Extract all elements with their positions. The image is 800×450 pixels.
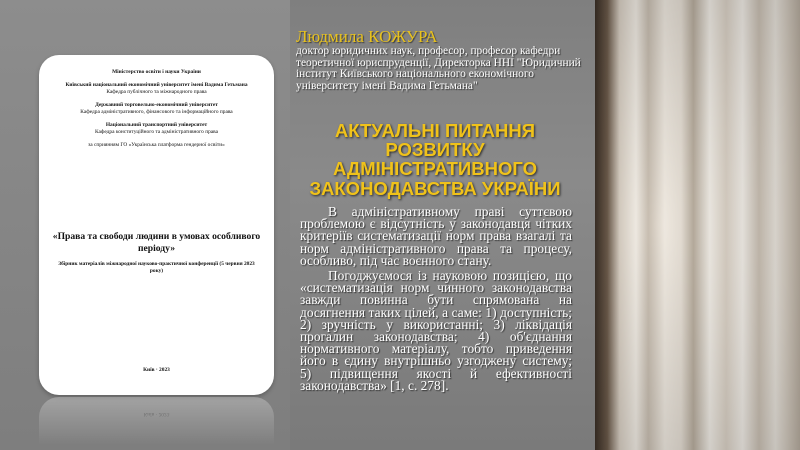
cover-university-2: Державний торговельно-економічний університет [95,102,218,108]
author-info: доктор юридичних наук, професор, професор кафедри теоретичної юриспруденції, Директорка ННІ "Юридичний інститут Київського національного економічного університету імені Вадима Гетьмана" [296,45,581,92]
cover-department-2: Кафедра адміністративного, фінансового та інформаційного права [80,109,233,115]
book-cover [39,55,274,395]
cover-title: «Права та свободи людини в умовах особливого періоду» [52,231,261,254]
cover-partner: за сприянням ГО «Українська платформа гендерної освіти» [88,142,225,148]
cover-university-3: Національний транспортний університет [105,122,208,128]
author-name: Людмила КОЖУРА [296,27,438,46]
cover-reflection [39,397,274,450]
cover-city-year: Київ · 2023 [143,367,170,373]
slide-heading: АКТУАЛЬНІ ПИТАННЯ РОЗВИТКУ АДМІНІСТРАТИВНОГО ЗАКОНОДАВСТВА УКРАЇНИ [309,120,561,199]
cover-department-1: Кафедра публічного та міжнародного права [106,89,207,95]
book-pages-shade [595,0,800,450]
paragraph-1: В адміністративному праві суттєвою проблемою є відсутність у законодавця чітких критеріїв систематизації норм права взагалі та норм адміністративного права та процесу, особливо, під час воєнного стану. [300,204,572,268]
cover-subtitle: Збірник матеріалів міжнародної науково-практичної конференції (5 червня 2023 року) [58,261,255,274]
cover-department-3: Кафедра конституційного та адміністративного права [94,129,219,135]
cover-ministry: Міністерство освіти і науки України [112,69,201,75]
paragraph-2: Погоджуємося із науковою позицією, що «систематизація норм чинного законодавства завжди повинна бути спрямована на досягнення таких цілей, а саме: 1) доступність; 2) зручність у використанні; 3) ліквідація прогалин законодавства; 4) об'єднання нормативного матеріалу, тобто приведення його в єдину внутрішньо узгоджену систему; 5) підвищення якості й ефективності законодавства» [1, с. 278]. [300,268,572,393]
cover-university-1: Київський національний економічний університет імені Вадима Гетьмана [65,82,248,88]
reflection-text: Київ · 2023 [143,411,170,417]
body-text [300,206,572,392]
